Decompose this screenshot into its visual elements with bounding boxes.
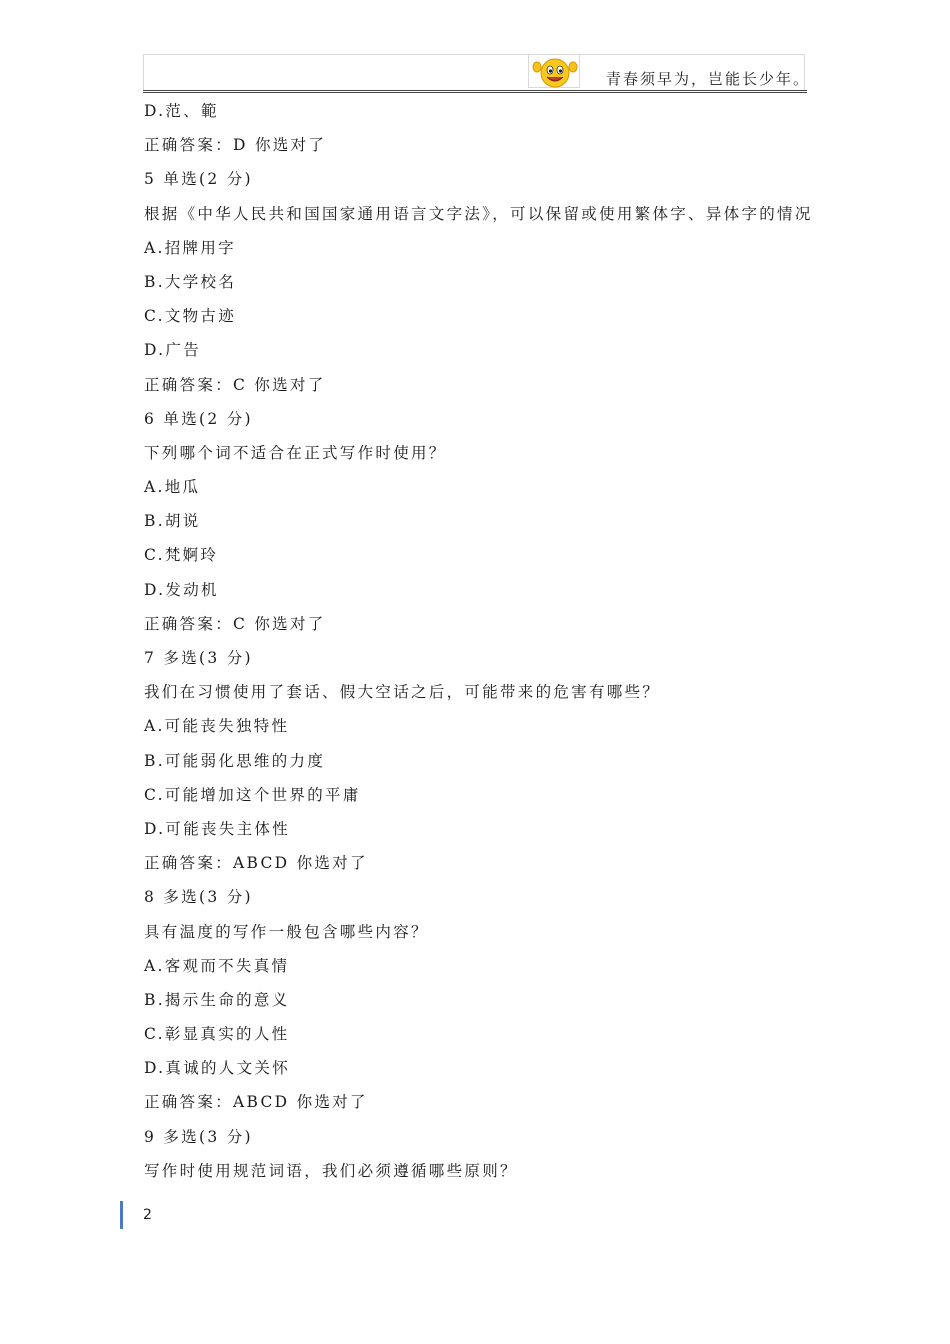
smiley-waving-icon (531, 55, 579, 89)
question-header: 7 多选(3 分) (144, 649, 253, 667)
option-line: A.招牌用字 (144, 238, 236, 257)
option-line: A.地瓜 (144, 478, 201, 497)
option-line: C.梵婀玲 (144, 546, 219, 565)
footer-accent-bar (120, 1201, 123, 1229)
question-text: 写作时使用规范词语，我们必须遵循哪些原则？ (144, 1161, 518, 1180)
answer-line: 正确答案：D 你选对了 (144, 136, 327, 155)
header-motto: 青春须早为，岂能长少年。 (606, 70, 811, 88)
question-text: 下列哪个词不适合在正式写作时使用？ (144, 443, 447, 462)
answer-line: 正确答案：C 你选对了 (144, 614, 326, 633)
option-line: D.真诚的人文关怀 (144, 1059, 291, 1078)
page-number: 2 (143, 1207, 152, 1223)
question-text: 根据《中华人民共和国国家通用语言文字法》，可以保留或使用繁体字、异体字的情况 (144, 204, 813, 223)
option-line: D.发动机 (144, 580, 219, 599)
document-body (144, 97, 844, 1191)
question-text: 具有温度的写作一般包含哪些内容？ (144, 922, 429, 941)
option-line: B.揭示生命的意义 (144, 990, 290, 1009)
answer-line: 正确答案：ABCD 你选对了 (144, 1093, 368, 1112)
header-emoji (528, 54, 580, 88)
option-line: C.可能增加这个世界的平庸 (144, 785, 361, 804)
question-header: 8 多选(3 分) (144, 888, 253, 907)
option-line: A.客观而不失真情 (144, 956, 290, 975)
option-line: C.文物古迹 (144, 307, 237, 326)
option-line: D.可能丧失主体性 (144, 819, 291, 838)
answer-line: 正确答案：ABCD 你选对了 (144, 854, 368, 873)
text-line: D.范、範 (144, 102, 219, 120)
option-line: B.胡说 (144, 512, 201, 531)
question-header: 9 多选(3 分) (144, 1127, 253, 1146)
option-line: B.大学校名 (144, 272, 237, 291)
question-text: 我们在习惯使用了套话、假大空话之后，可能带来的危害有哪些？ (144, 683, 661, 702)
option-line: D.广告 (144, 341, 202, 360)
question-header: 6 单选(2 分) (144, 409, 253, 428)
option-line: C.彰显真实的人性 (144, 1025, 290, 1044)
option-line: B.可能弱化思维的力度 (144, 751, 326, 770)
header-divider (143, 90, 807, 93)
answer-line: 正确答案：C 你选对了 (144, 375, 326, 394)
option-line: A.可能丧失独特性 (144, 717, 290, 736)
question-header: 5 单选(2 分) (144, 170, 253, 189)
